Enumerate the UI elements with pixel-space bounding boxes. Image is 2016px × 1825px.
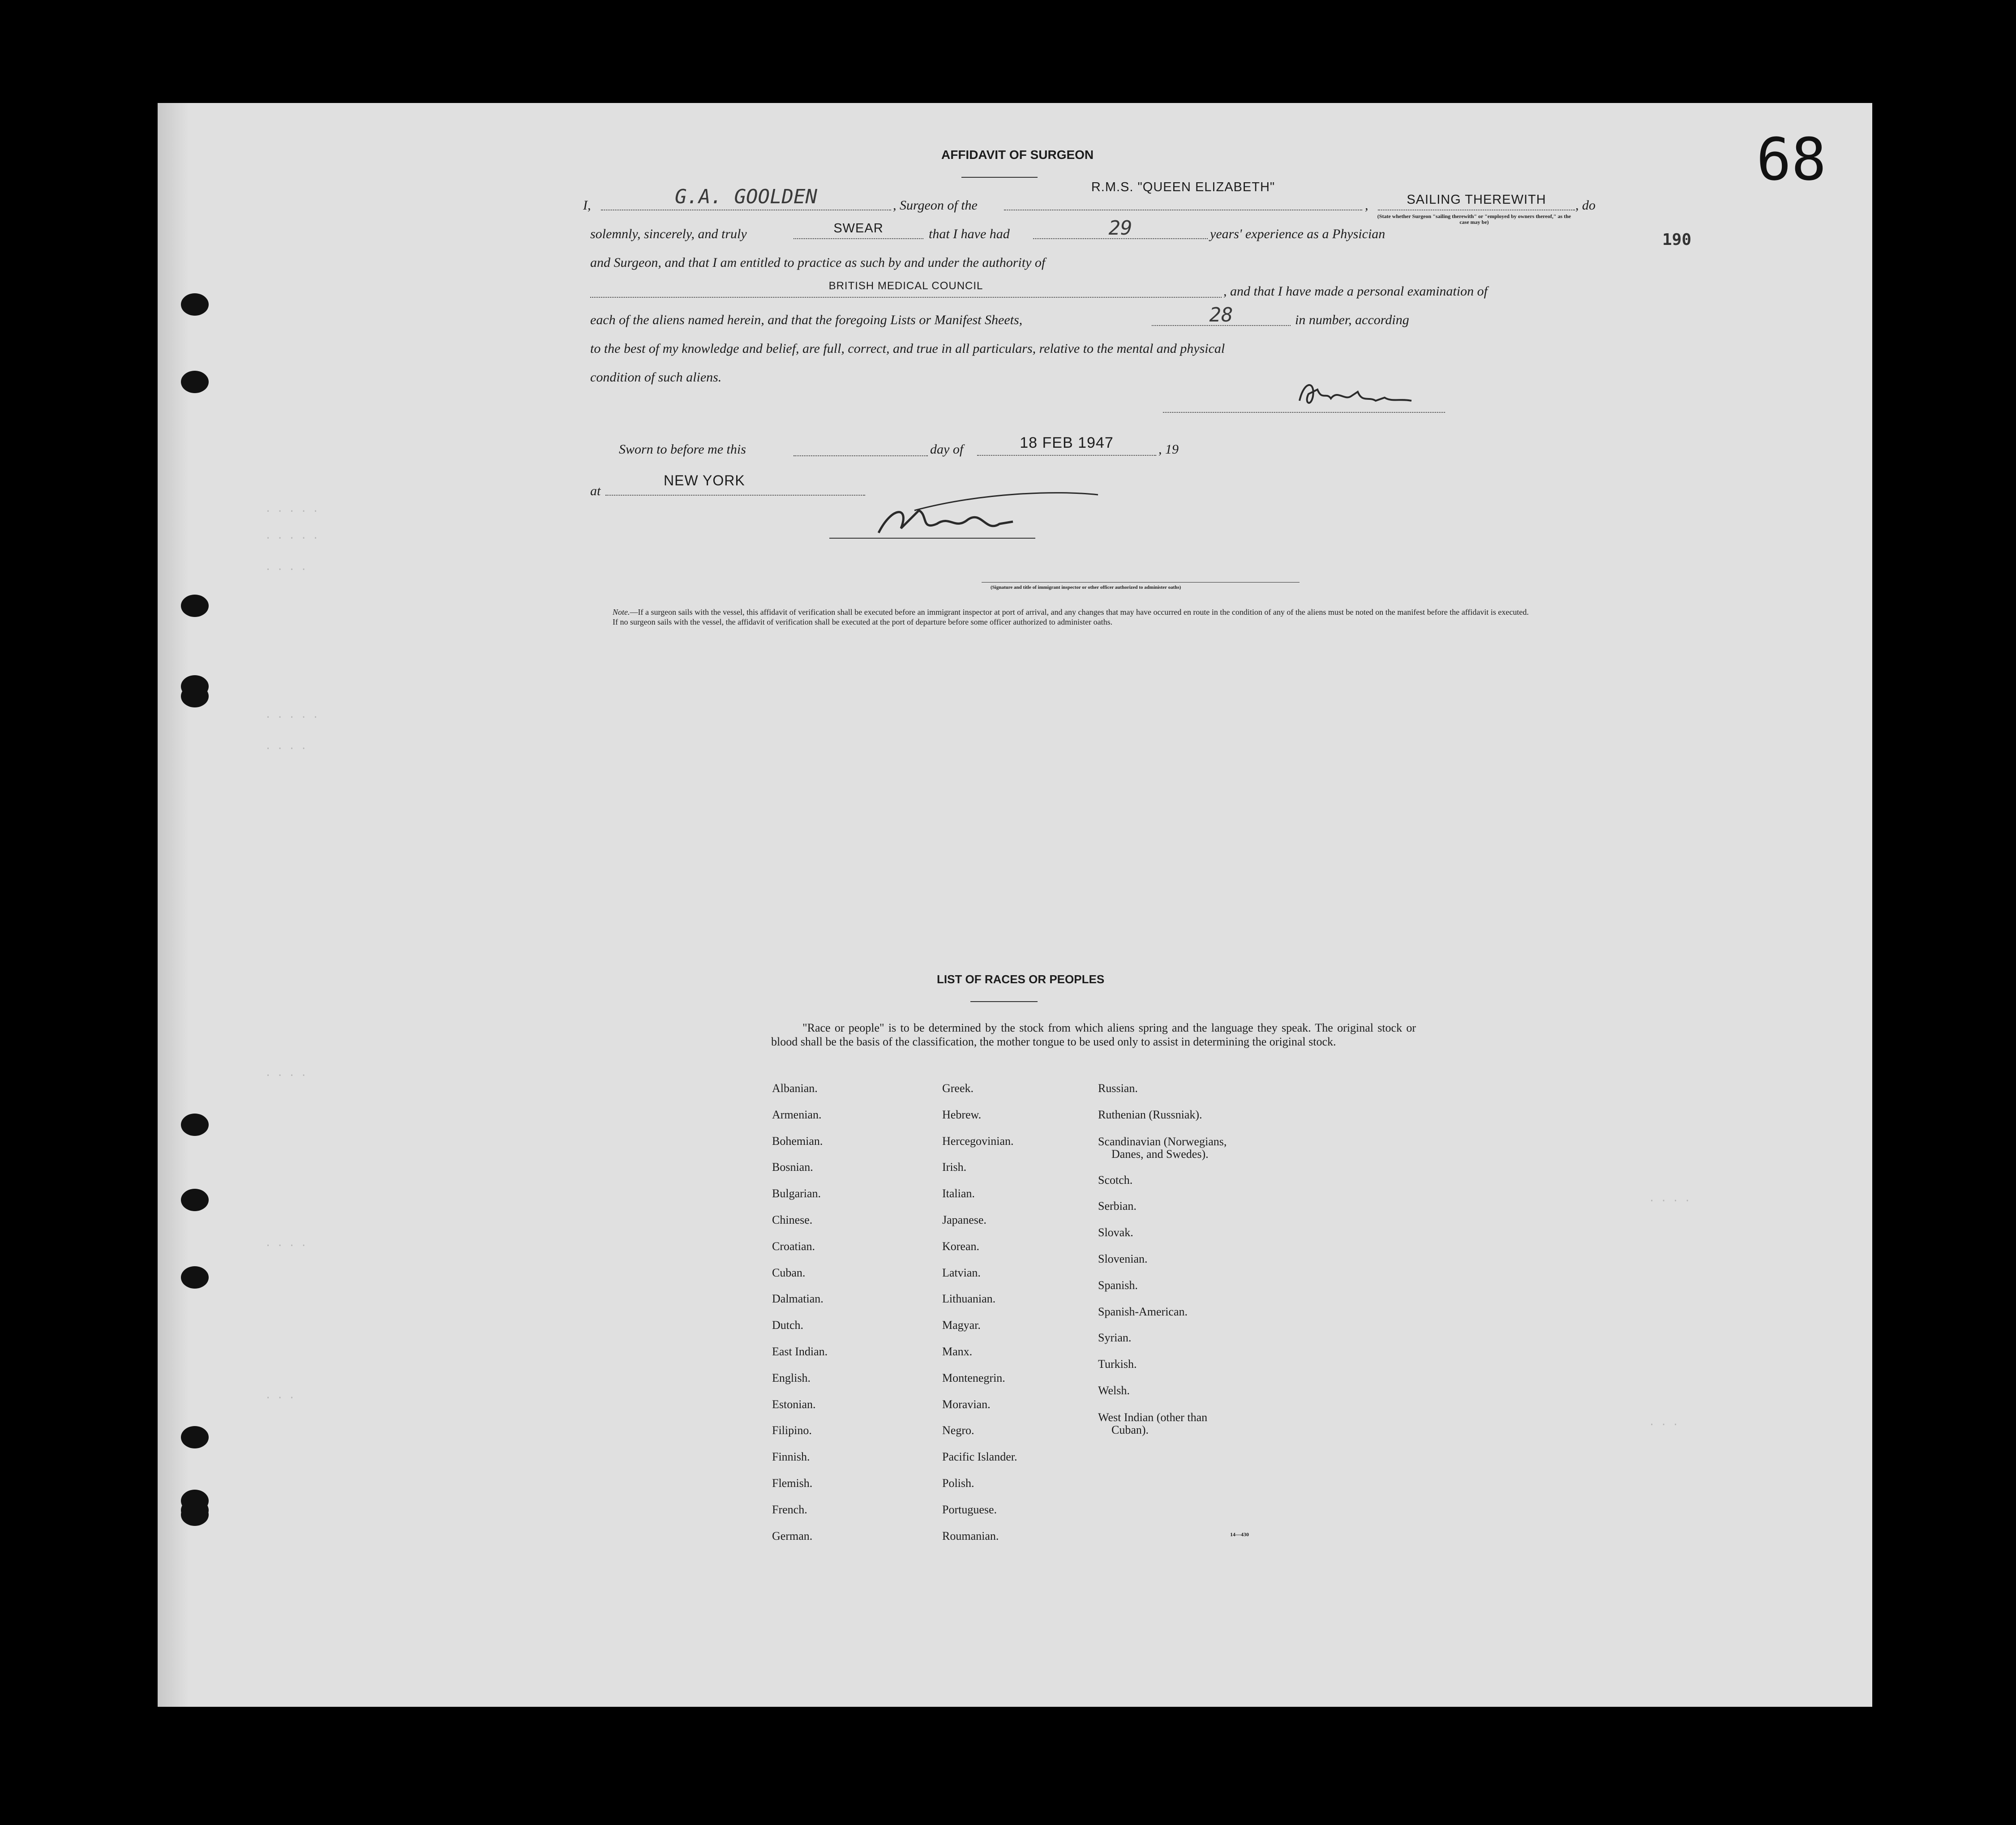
race-item: Moravian. (942, 1397, 991, 1411)
vessel-name: R.M.S. "QUEEN ELIZABETH" (1091, 180, 1275, 194)
race-item: Spanish. (1098, 1278, 1138, 1292)
race-item: Scotch. (1098, 1173, 1133, 1187)
years-value: 29 (1108, 217, 1132, 240)
comma: , (1365, 198, 1368, 213)
solemnly-label: solemnly, sincerely, and truly (590, 227, 747, 241)
race-item: Polish. (942, 1476, 974, 1490)
year-label: , 19 (1158, 442, 1179, 457)
binder-hole (181, 685, 209, 707)
race-item: Roumanian. (942, 1529, 999, 1542)
race-item: Lithuanian. (942, 1292, 996, 1306)
race-item: Latvian. (942, 1266, 981, 1279)
oath-field (794, 221, 923, 239)
that-i-have-had-label: that I have had (929, 227, 1010, 241)
race-item: Magyar. (942, 1319, 981, 1332)
races-title: LIST OF RACES OR PEOPLES (937, 972, 1105, 986)
race-item: Greek. (942, 1082, 974, 1095)
race-item: Scandinavian (Norwegians, (1098, 1135, 1227, 1148)
signature-line (1163, 412, 1445, 413)
surgeon-signature (1295, 376, 1443, 412)
race-item-continued: Danes, and Swedes). (1111, 1147, 1209, 1161)
race-item: Cuban. (772, 1266, 806, 1279)
document-page: · · · · · · · · · · · · · · · · · · · · · · · · · · · · · · · · · · · · · · · · · 68 190 AFFIDAVIT OF SURGEON I, G.A. GOOLDEN , Surgeon of the R.M.S. "QUEEN ELIZABETH" , SAILING THEREWITH , do (State whether Surgeon "sailing therewith" or "employed by owners thereof," as the case may be) solemnly, sincerely, and truly SWEAR that I have had 29 years' experience as a Physician and Surgeon, and that I am entitled to practice as such by and under the authority of BRITISH MEDICAL COUNCIL , and that I have made a personal examination of each of the aliens named herein, and that the foregoing Lists or Manifest Sheets, 28 in number, according to the best of my knowledge and belief, are full, correct, and true in all particulars, relative to the mental and physical condition of such aliens. Sworn to before me this day of 18 FEB 1947 , 19 at NEW YORK (Signature and title of immigrant inspector or other officer authorized to administer oaths) Note.—If a surgeon sails with the vessel, this affidavit of verification shall be executed before an immigrant inspector at port of arrival, and any changes that may have occurred en route in the condition of any of the aliens must be noted on the manifest before the affidavit is executed. If no surgeon sails with the vessel, the affidavit of verification shall be executed at the port of departure before some officer authorized to administer oaths. LIST OF RACES OR PEOPLES "Race or people" is to be determined by the stock from which aliens spring and the language they speak. The original stock or blood shall be the basis of the classification, the mother tongue to be used only to assist in determining the original stock. Albanian. Armenian. Bohemian. Bosnian. Bulgarian. Chinese. Croatian. Cuban. Dalmatian. Dutch. East Indian. English. Estonian. Filipino. Finnish. Flemish. French. German. Greek. Hebrew. Hercegovinian. Irish. Italian. Japanese. Korean. Latvian. Lithuanian. Magyar. Manx. Montenegrin. Moravian. Negro. Pacific Islander. Polish. Portuguese. Roumanian. Russian. Ruthenian (Russniak). Scandinavian (Norwegians, Danes, and Swedes). Scotch. Serbian. Slovak. Slovenian. Spanish. Spanish-American. Syrian. Turkish. Welsh. West Indian (other than Cuban). 14—430 (158, 103, 1872, 1707)
race-item: English. (772, 1371, 811, 1384)
in-number-label: in number, according (1295, 313, 1409, 327)
years-label: years' experience as a Physician (1210, 227, 1385, 241)
race-item: Montenegrin. (942, 1371, 1005, 1384)
races-column-2 (942, 1075, 1017, 1549)
binder-hole (181, 293, 209, 316)
race-item: Flemish. (772, 1476, 813, 1490)
inspector-signature (825, 488, 1165, 546)
race-item: Manx. (942, 1345, 973, 1358)
official-signature-line (982, 582, 1300, 583)
race-item: Negro. (942, 1424, 974, 1437)
binder-hole (181, 1499, 209, 1521)
binder-hole (181, 371, 209, 393)
sworn-date-field (977, 434, 1156, 456)
place-value: NEW YORK (664, 472, 745, 488)
race-item: Russian. (1098, 1082, 1138, 1095)
race-item: Bulgarian. (772, 1187, 821, 1200)
race-item: Spanish-American. (1098, 1305, 1188, 1318)
authority-value: BRITISH MEDICAL COUNCIL (828, 280, 983, 292)
note-text: —If a surgeon sails with the vessel, this affidavit of verification shall be executed before an immigrant inspector at port of arrival, and any changes that may have occurred en route in the condition of any of the aliens must be noted on the manifest before the affidavit is executed. (630, 608, 1529, 617)
sworn-day-field (794, 450, 928, 456)
day-of-label: day of (930, 442, 964, 457)
binder-hole (181, 595, 209, 617)
race-item: Chinese. (772, 1213, 813, 1226)
at-label: at (590, 484, 601, 498)
sailing-value: SAILING THEREWITH (1407, 193, 1546, 207)
race-item: Hebrew. (942, 1108, 982, 1121)
oath-value: SWEAR (833, 221, 884, 236)
note-label: Note. (613, 608, 630, 617)
races-title-rule (970, 1001, 1038, 1002)
page-edge-shadow (158, 103, 189, 1707)
race-item: Korean. (942, 1239, 980, 1253)
stamp-number: 190 (1662, 231, 1692, 249)
race-item: French. (772, 1503, 807, 1516)
race-item: Finnish. (772, 1450, 810, 1464)
race-item: Japanese. (942, 1213, 987, 1226)
race-item: Dalmatian. (772, 1292, 824, 1306)
race-item: Filipino. (772, 1424, 812, 1437)
vessel-field (1004, 180, 1362, 210)
race-item: Ruthenian (Russniak). (1098, 1108, 1202, 1121)
binder-hole (181, 1266, 209, 1289)
race-item: Irish. (942, 1161, 967, 1174)
race-item: Dutch. (772, 1319, 804, 1332)
race-item: East Indian. (772, 1345, 828, 1358)
do-label: , do (1575, 198, 1596, 213)
binder-hole (181, 1189, 209, 1211)
race-item: Albanian. (772, 1082, 818, 1095)
authority-field (590, 280, 1222, 298)
race-item: Armenian. (772, 1108, 822, 1121)
sheets-value: 28 (1209, 304, 1233, 326)
race-item: Bosnian. (772, 1161, 813, 1174)
race-item: Estonian. (772, 1397, 816, 1411)
surgeon-of-label: , Surgeon of the (893, 198, 978, 213)
personal-examination-line: , and that I have made a personal examination of (1223, 284, 1488, 299)
sworn-label: Sworn to before me this (619, 442, 746, 457)
races-explanation: "Race or people" is to be determined by the stock from which aliens spring and the language they speak. The original stock or blood shall be the basis of the classification, the mother tongue to be used only to assist in determining the original stock. (771, 1021, 1416, 1048)
surgeon-name-field (601, 185, 891, 210)
full-correct-line: to the best of my knowledge and belief, are full, correct, and true in all particulars, relative to the mental and physical (590, 341, 1225, 356)
race-item: Serbian. (1098, 1200, 1137, 1213)
affidavit-note (590, 607, 1602, 627)
sworn-date: 18 FEB 1947 (1020, 434, 1114, 451)
race-item: Welsh. (1098, 1384, 1130, 1397)
binder-hole (181, 1426, 209, 1448)
note-text-2: If no surgeon sails with the vessel, the affidavit of verification shall be executed at the port of departure before some officer authorized to administer oaths. (613, 617, 1113, 626)
race-item: German. (772, 1529, 813, 1542)
official-caption: (Signature and title of immigrant inspector or other officer authorized to administer oaths) (991, 585, 1181, 590)
surgeon-name: G.A. GOOLDEN (675, 185, 817, 208)
page-number: 68 (1756, 125, 1827, 193)
race-item: Pacific Islander. (942, 1450, 1017, 1464)
title-rule (961, 177, 1038, 178)
condition-line: condition of such aliens. (590, 370, 722, 385)
race-item: Hercegovinian. (942, 1134, 1014, 1148)
race-item: Bohemian. (772, 1134, 823, 1148)
sailing-note: (State whether Surgeon "sailing therewith" or "employed by owners thereof," as the case may be) (1377, 213, 1571, 225)
race-item: Croatian. (772, 1239, 815, 1253)
races-column-3 (1098, 1075, 1227, 1436)
race-item: West Indian (other than (1098, 1410, 1208, 1424)
sheets-field (1152, 304, 1291, 326)
form-number: 14—430 (1230, 1531, 1249, 1538)
race-item: Slovak. (1098, 1226, 1133, 1239)
race-item: Turkish. (1098, 1358, 1137, 1371)
race-item-continued: Cuban). (1111, 1423, 1149, 1436)
authority-line: and Surgeon, and that I am entitled to practice as such by and under the authority of (590, 255, 1046, 270)
races-column-1 (772, 1075, 828, 1549)
race-item: Slovenian. (1098, 1252, 1148, 1265)
manifest-sheets-line: each of the aliens named herein, and that the foregoing Lists or Manifest Sheets, (590, 313, 1023, 327)
sailing-field (1378, 193, 1575, 210)
race-item: Italian. (942, 1187, 975, 1200)
affidavit-title: AFFIDAVIT OF SURGEON (941, 148, 1094, 162)
binder-hole (181, 1114, 209, 1136)
years-field (1033, 217, 1208, 239)
race-item: Portuguese. (942, 1503, 997, 1516)
affidavit-i-label: I, (583, 198, 591, 213)
race-item: Syrian. (1098, 1331, 1132, 1345)
